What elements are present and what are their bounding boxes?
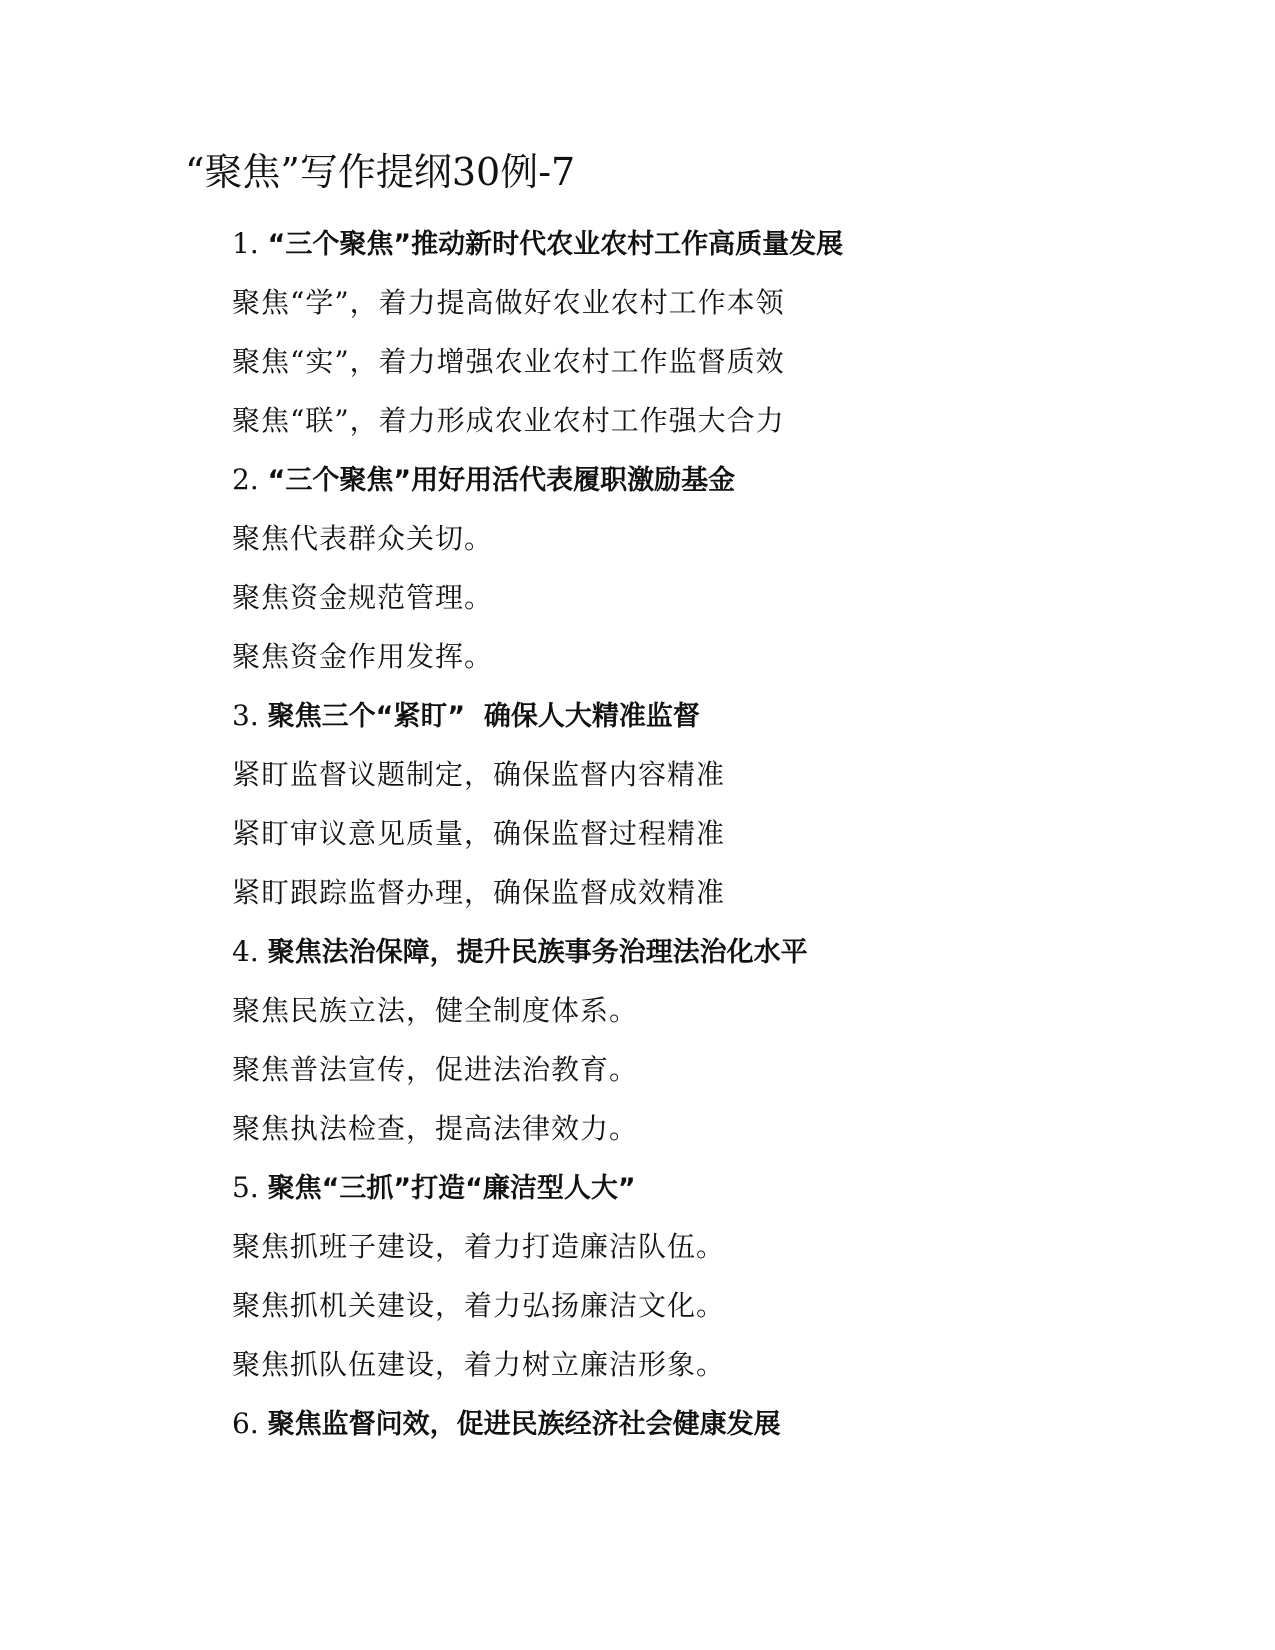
section-heading-text: 聚焦监督问效，促进民族经济社会健康发展 [267,1409,781,1440]
section-number: 1. [232,227,268,260]
section-heading-text: “三个聚焦”推动新时代农业农村工作高质量发展 [267,229,844,260]
section-heading-3 [232,696,1192,755]
outline-point: 聚焦资金作用发挥。 [232,640,494,673]
outline-point: 紧盯审议意见质量，确保监督过程精准 [232,817,726,850]
section-number: 5. [232,1171,268,1204]
outline-point: 聚焦抓班子建设，着力打造廉洁队伍。 [232,1230,726,1263]
section-heading-1 [232,224,1192,283]
outline-list [232,224,1192,1463]
section-heading-4 [232,932,1192,991]
section-heading-2 [232,460,1192,519]
section-heading-6 [232,1404,1192,1463]
section-heading-text: “三个聚焦”用好用活代表履职激励基金 [267,465,736,496]
outline-point: 聚焦资金规范管理。 [232,581,494,614]
section-heading-5 [232,1168,1192,1227]
section-heading-text: 聚焦“三抓”打造“廉洁型人大” [267,1173,636,1204]
outline-point: 紧盯监督议题制定，确保监督内容精准 [232,758,726,791]
section-heading-text: 聚焦法治保障，提升民族事务治理法治化水平 [267,937,808,968]
outline-point: 聚焦执法检查，提高法律效力。 [232,1112,639,1145]
outline-point: 聚焦“联”，着力形成农业农村工作强大合力 [232,404,785,437]
outline-point: 聚焦“实”，着力增强农业农村工作监督质效 [232,345,785,378]
document-title: “聚焦”写作提纲30例-7 [185,150,576,194]
outline-point: 聚焦代表群众关切。 [232,522,494,555]
section-number: 2. [232,463,268,496]
outline-point: 紧盯跟踪监督办理，确保监督成效精准 [232,876,726,909]
outline-point: 聚焦“学”，着力提高做好农业农村工作本领 [232,286,785,319]
outline-point: 聚焦抓机关建设，着力弘扬廉洁文化。 [232,1289,726,1322]
outline-point: 聚焦民族立法，健全制度体系。 [232,994,639,1027]
section-heading-text: 聚焦三个“紧盯” 确保人大精准监督 [267,701,700,732]
outline-point: 聚焦普法宣传，促进法治教育。 [232,1053,639,1086]
section-number: 3. [232,699,268,732]
section-number: 4. [232,935,268,968]
section-number: 6. [232,1407,268,1440]
outline-point: 聚焦抓队伍建设，着力树立廉洁形象。 [232,1348,726,1381]
